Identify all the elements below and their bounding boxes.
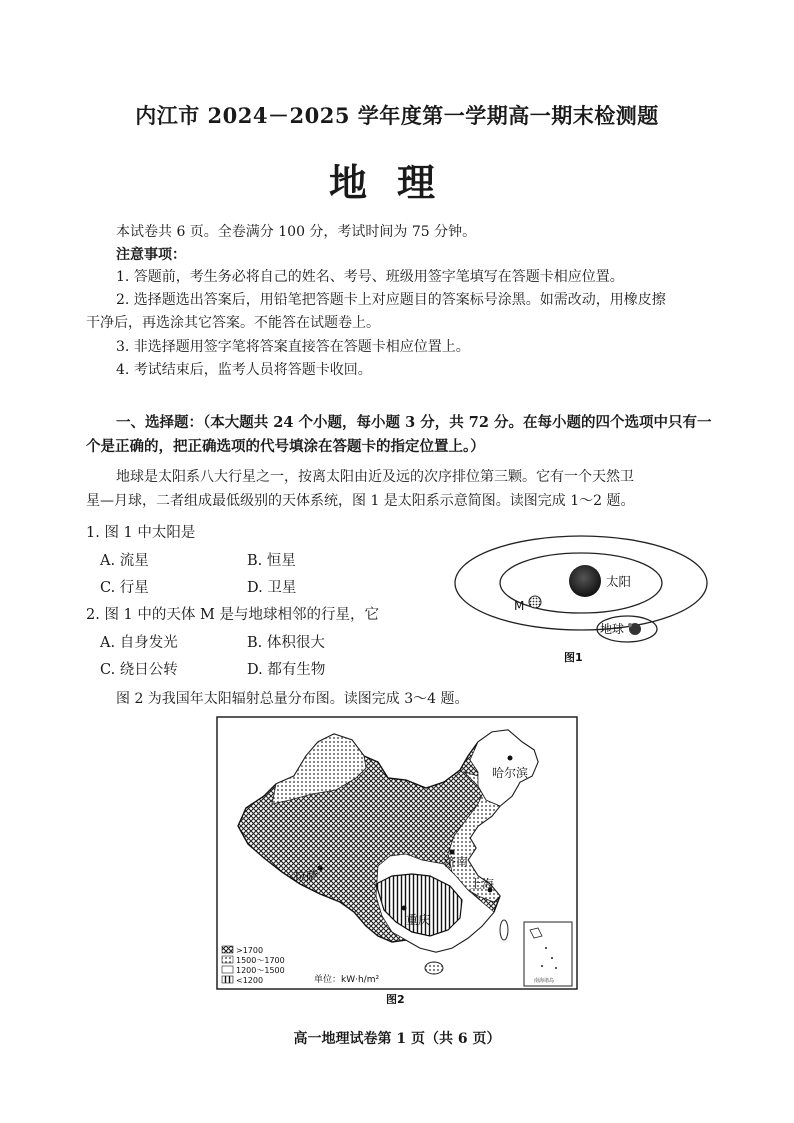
q2-option-c: C. 绕日公转 [100,662,178,678]
legend-item-3: 1200～1500 [236,966,285,975]
city-shanghai: 上海 [470,877,495,891]
subject-title: 地理 [328,160,465,205]
q1-stem: 1. 图 1 中太阳是 [86,525,196,541]
legend-item-1: >1700 [236,946,264,955]
q1-option-d: D. 卫星 [247,580,297,596]
q1-option-c: C. 行星 [100,580,149,596]
taiwan-island [500,920,508,940]
city-chongqing: 重庆 [406,913,431,927]
q2-stem: 2. 图 1 中的天体 M 是与地球相邻的行星，它 [86,607,379,623]
note-4: 4. 考试结束后，监考人员将答题卡收回。 [116,362,372,378]
city-jinan: 济南 [444,855,469,869]
figure-2-radiation-map [216,716,578,1004]
q2-option-a: A. 自身发光 [100,635,178,651]
planet-m-label: M [514,599,525,613]
sun-icon [569,565,601,597]
note-3: 3. 非选择题用签字笔将答案直接答在答题卡相应位置上。 [116,339,470,355]
section-heading-a: 一、选择题：（本大题共 24 个小题，每小题 3 分，共 72 分。在每小题的四个选项中只有一 [116,414,712,431]
figure-1-caption: 图1 [564,651,583,664]
figure-1-solar-system [448,528,714,666]
planet-m-icon [529,596,541,608]
exam-info: 本试卷共 6 页。全卷满分 100 分，考试时间为 75 分钟。 [116,224,477,240]
legend-item-2: 1500～1700 [236,956,285,965]
legend-item-4: <1200 [236,976,264,985]
city-lhasa: 拉萨 [294,869,319,883]
q1-option-a: A. 流星 [100,553,149,569]
hainan-island [425,962,443,974]
jinan-marker [450,850,455,855]
passage1-line2: 星—月球，二者组成最低级别的天体系统，图 1 是太阳系示意简图。读图完成 1～2 题。 [86,493,635,509]
earth-label: 地球 [600,622,625,636]
moon-icon [628,623,632,627]
lhasa-marker [318,866,323,871]
passage2-line1: 图 2 为我国年太阳辐射总量分布图。读图完成 3～4 题。 [116,691,469,707]
sun-label: 太阳 [606,574,632,589]
note-2b: 干净后，再选涂其它答案。不能答在试题卷上。 [86,315,380,331]
chongqing-marker [402,906,407,911]
note-2a: 2. 选择题选出答案后，用铅笔把答题卡上对应题目的答案标号涂黑。如需改动，用橡皮擦 [116,292,666,308]
section-heading-b: 个是正确的，把正确选项的代号填涂在答题卡的指定位置上。） [86,438,485,455]
inset-label: 南海诸岛 [534,978,555,984]
figure-2-caption: 图2 [386,993,405,1004]
q2-option-d: D. 都有生物 [247,662,326,678]
passage1-line1: 地球是太阳系八大行星之一，按离太阳由近及远的次序排位第三颗。它有一个天然卫 [116,469,634,485]
note-1: 1. 答题前，考生务必将自己的姓名、考号、班级用签字笔填写在答题卡相应位置。 [116,269,624,285]
harbin-marker [508,756,513,761]
map-unit: 单位：kW·h/m² [314,975,380,985]
notes-heading: 注意事项： [116,247,186,263]
city-harbin: 哈尔滨 [492,766,529,780]
page-footer: 高一地理试卷第 1 页（共 6 页） [293,1031,501,1047]
q1-option-b: B. 恒星 [247,553,296,569]
q2-option-b: B. 体积很大 [247,635,325,651]
exam-title: 内江市 2024－2025 学年度第一学期高一期末检测题 [135,103,659,128]
